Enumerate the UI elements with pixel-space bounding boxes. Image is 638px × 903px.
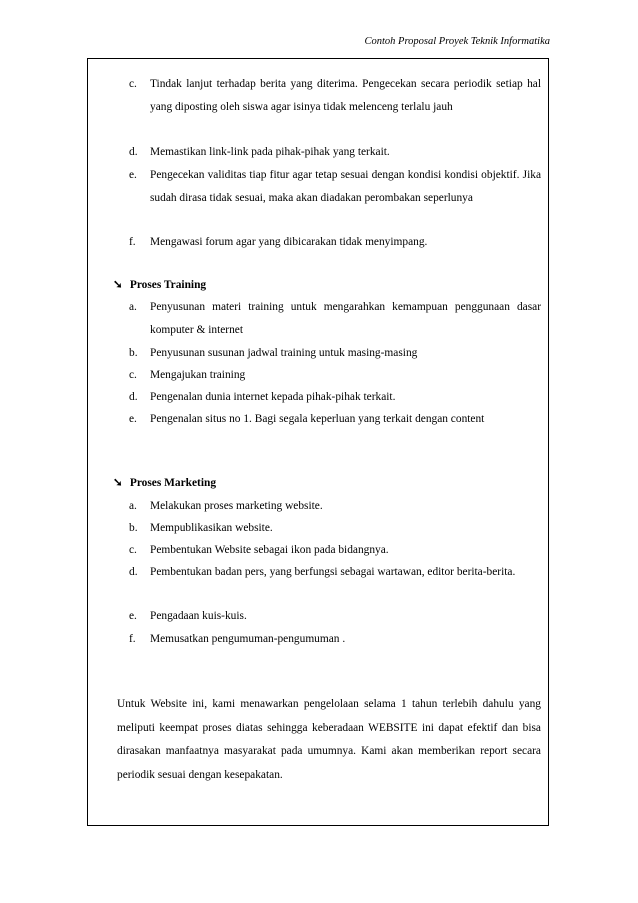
section-title: Proses Marketing xyxy=(129,477,217,489)
list-item xyxy=(129,73,541,119)
list-item xyxy=(129,296,541,342)
list-item-number: d. xyxy=(129,566,138,578)
content-box xyxy=(87,58,549,826)
list-item-number: e. xyxy=(129,169,137,181)
list-item-number: b. xyxy=(129,347,138,359)
list-item xyxy=(129,342,541,365)
list-item-text: Memusatkan pengumuman-pengumuman . xyxy=(150,633,346,645)
section-heading-marketing xyxy=(113,472,216,494)
list-item-number: e. xyxy=(129,413,137,425)
list-item-text: Pengenalan dunia internet kepada pihak-pihak terkait. xyxy=(150,391,396,403)
list-item-text: Penyusunan susunan jadwal training untuk masing-masing xyxy=(150,347,418,359)
list-item-number: c. xyxy=(129,369,137,381)
page-header: Contoh Proposal Proyek Teknik Informatika xyxy=(364,36,550,47)
section-title: Proses Training xyxy=(129,279,207,291)
list-item-text: Pengenalan situs no 1. Bagi segala keperluan yang terkait dengan content xyxy=(150,413,485,425)
section-heading-training xyxy=(113,274,206,296)
list-item xyxy=(129,386,541,409)
closing-paragraph: Untuk Website ini, kami menawarkan pengelolaan selama 1 tahun terlebih dahulu yang meliputi keempat proses diatas sehingga keberadaan WEBSITE ini dapat efektif dan bisa dirasakan manfaatnya masyarakat pada umumnya. Kami akan memberikan report secara periodik sesuai dengan kesepakatan. xyxy=(117,698,541,781)
list-item xyxy=(129,164,541,210)
list-item-text: Penyusunan materi training untuk mengarahkan kemampuan penggunaan dasar komputer & internet xyxy=(150,301,541,336)
list-item-number: a. xyxy=(129,500,137,512)
list-item-number: e. xyxy=(129,610,137,622)
list-item-number: c. xyxy=(129,78,137,90)
list-item-text: Tindak lanjut terhadap berita yang diterima. Pengecekan secara periodik setiap hal yang diposting oleh siswa agar isinya tidak melenceng terlalu jauh xyxy=(150,78,541,113)
list-item-text: Melakukan proses marketing website. xyxy=(150,500,323,512)
list-item-number: d. xyxy=(129,146,138,158)
list-item-number: f. xyxy=(129,236,136,248)
list-item-text: Pengadaan kuis-kuis. xyxy=(150,610,247,622)
list-item-number: f. xyxy=(129,633,136,645)
list-item xyxy=(129,605,541,628)
list-item xyxy=(129,408,541,431)
list-item xyxy=(129,141,541,164)
list-item-text: Pembentukan badan pers, yang berfungsi sebagai wartawan, editor berita-berita. xyxy=(150,566,516,578)
arrow-icon: ➘ xyxy=(113,279,123,291)
list-item xyxy=(129,539,541,562)
list-item-text: Memastikan link-link pada pihak-pihak yang terkait. xyxy=(150,146,390,158)
list-item xyxy=(129,495,541,518)
list-item-number: c. xyxy=(129,544,137,556)
list-item xyxy=(129,561,541,584)
list-item-text: Pengecekan validitas tiap fitur agar tetap sesuai dengan kondisi kondisi objektif. Jika sudah dirasa tidak sesuai, maka akan diadakan perombakan seperlunya xyxy=(150,169,541,204)
list-item-text: Mengajukan training xyxy=(150,369,246,381)
list-item xyxy=(129,628,541,651)
list-item-number: d. xyxy=(129,391,138,403)
list-item-number: a. xyxy=(129,301,137,313)
list-item-text: Pembentukan Website sebagai ikon pada bidangnya. xyxy=(150,544,389,556)
list-item xyxy=(129,364,541,387)
list-item-text: Mengawasi forum agar yang dibicarakan tidak menyimpang. xyxy=(150,236,428,248)
arrow-icon: ➘ xyxy=(113,477,123,489)
list-item xyxy=(129,231,541,254)
list-item-text: Mempublikasikan website. xyxy=(150,522,273,534)
list-item-number: b. xyxy=(129,522,138,534)
list-item xyxy=(129,517,541,540)
